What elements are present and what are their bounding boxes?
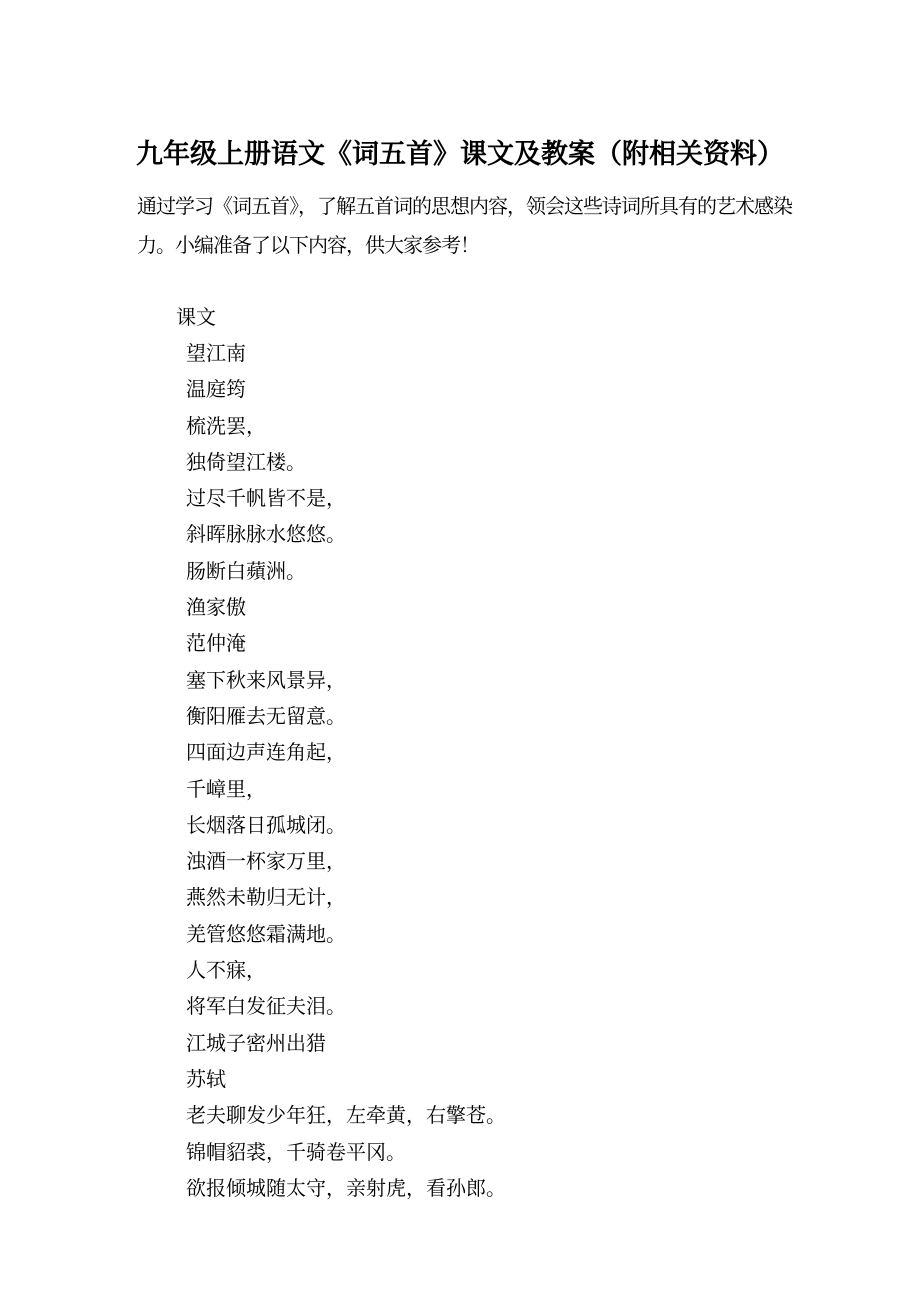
poem-line: 梳洗罢， <box>186 415 266 438</box>
poem-line: 千嶂里， <box>186 778 266 801</box>
poem-line: 浊酒一杯家万里， <box>186 851 346 874</box>
intro-line: 力。小编准备了以下内容，供大家参考！ <box>137 235 479 257</box>
poem-line: 欲报倾城随太守，亲射虎，看孙郎。 <box>186 1177 506 1200</box>
poem-line: 将军白发征夫泪。 <box>186 996 346 1019</box>
poem-line: 温庭筠 <box>186 379 246 402</box>
poem-line: 肠断白蘋洲。 <box>186 560 306 583</box>
poem-line: 锦帽貂裘，千骑卷平冈。 <box>186 1141 406 1164</box>
poem-line: 老夫聊发少年狂，左牵黄，右擎苍。 <box>186 1105 506 1128</box>
poem-line: 四面边声连角起， <box>186 742 346 765</box>
poem-line: 范仲淹 <box>186 633 246 656</box>
intro-paragraph <box>137 188 857 266</box>
poem-text-block <box>186 336 506 1207</box>
intro-line: 通过学习《词五首》，了解五首词的思想内容，领会这些诗词所具有的艺术感染 <box>137 196 792 218</box>
poem-line: 过尽千帆皆不是， <box>186 488 346 511</box>
section-label-kewen: 课文 <box>176 307 216 329</box>
poem-line: 燕然未勒归无计， <box>186 887 346 910</box>
poem-line: 斜晖脉脉水悠悠。 <box>186 524 346 547</box>
poem-line: 江城子密州出猎 <box>186 1032 326 1055</box>
poem-line: 衡阳雁去无留意。 <box>186 705 346 728</box>
poem-line: 独倚望江楼。 <box>186 451 306 474</box>
document-title: 九年级上册语文《词五首》课文及教案（附相关资料） <box>136 139 784 169</box>
poem-line: 苏轼 <box>186 1068 226 1091</box>
poem-line: 人不寐， <box>186 960 266 983</box>
poem-line: 渔家傲 <box>186 597 246 620</box>
poem-line: 羌管悠悠霜满地。 <box>186 923 346 946</box>
poem-line: 长烟落日孤城闭。 <box>186 814 346 837</box>
poem-line: 望江南 <box>186 343 246 365</box>
poem-line: 塞下秋来风景异， <box>186 669 346 692</box>
